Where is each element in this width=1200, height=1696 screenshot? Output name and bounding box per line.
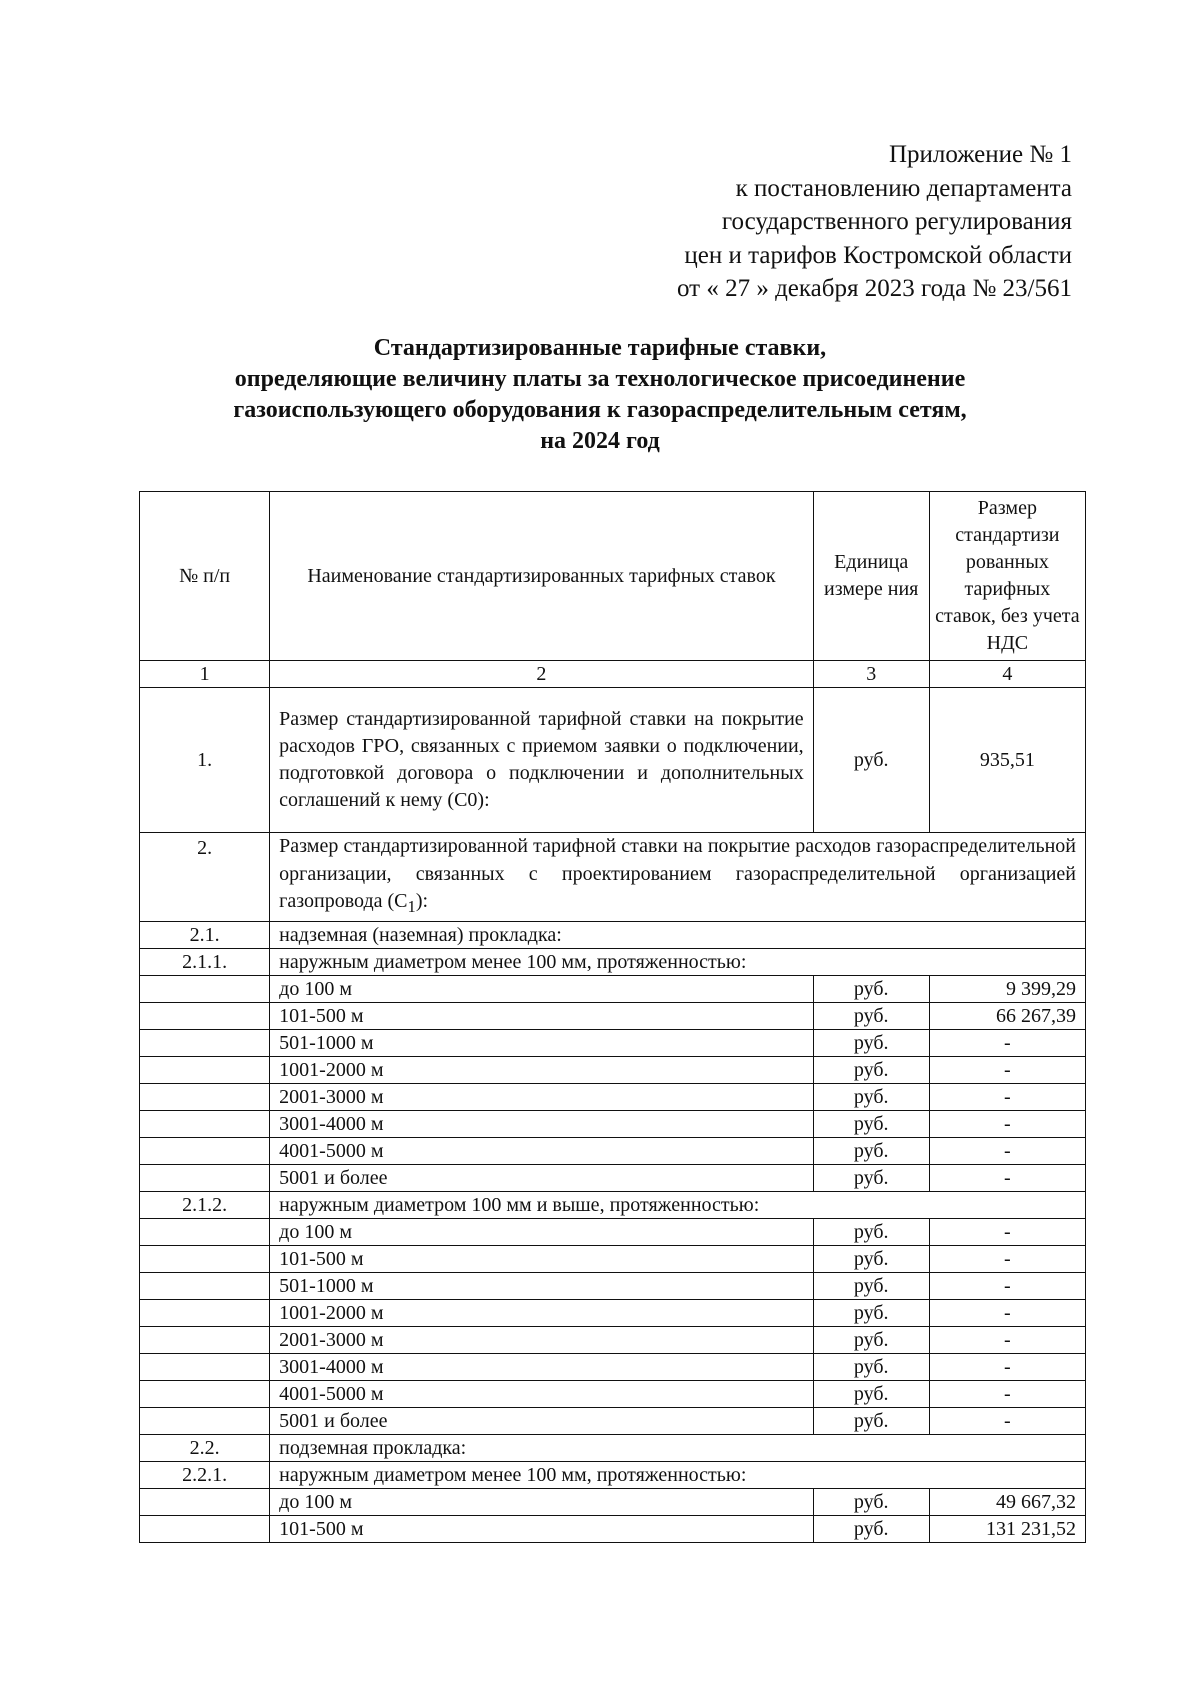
row-name: наружным диаметром менее 100 мм, протяженностью: bbox=[270, 948, 1086, 975]
row-number: 2.2.1. bbox=[140, 1461, 270, 1488]
row-unit: руб. bbox=[813, 1218, 929, 1245]
row-number: 1. bbox=[140, 688, 270, 833]
table-row bbox=[140, 1326, 1086, 1353]
table-row bbox=[140, 1083, 1086, 1110]
row-value: - bbox=[929, 1056, 1085, 1083]
row-value: 935,51 bbox=[929, 688, 1085, 833]
row-unit: руб. bbox=[813, 1407, 929, 1434]
row-number bbox=[140, 1299, 270, 1326]
row-range: до 100 м bbox=[270, 975, 814, 1002]
row-number bbox=[140, 1002, 270, 1029]
table-row bbox=[140, 1407, 1086, 1434]
row-value: 66 267,39 bbox=[929, 1002, 1085, 1029]
table-row bbox=[140, 1299, 1086, 1326]
section-row bbox=[140, 1191, 1086, 1218]
header-number: № п/п bbox=[140, 492, 270, 661]
header-name: Наименование стандартизированных тарифных ставок bbox=[270, 492, 814, 661]
row-number: 2.1.2. bbox=[140, 1191, 270, 1218]
row-name: наружным диаметром менее 100 мм, протяженностью: bbox=[270, 1461, 1086, 1488]
row-number bbox=[140, 1272, 270, 1299]
row-value: - bbox=[929, 1353, 1085, 1380]
column-number: 2 bbox=[270, 661, 814, 688]
table-row bbox=[140, 688, 1086, 833]
row-range: 2001-3000 м bbox=[270, 1326, 814, 1353]
row-unit: руб. bbox=[813, 1056, 929, 1083]
column-number: 4 bbox=[929, 661, 1085, 688]
row-range: 5001 и более bbox=[270, 1407, 814, 1434]
row-number bbox=[140, 1137, 270, 1164]
appendix-line: от « 27 » декабря 2023 года № 23/561 bbox=[676, 275, 1072, 302]
table-header-row bbox=[140, 492, 1086, 661]
title-line: Стандартизированные тарифные ставки, bbox=[373, 335, 827, 361]
row-range: до 100 м bbox=[270, 1488, 814, 1515]
row-value: - bbox=[929, 1299, 1085, 1326]
row-value: - bbox=[929, 1245, 1085, 1272]
table-row bbox=[140, 975, 1086, 1002]
row-number bbox=[140, 1380, 270, 1407]
row-unit: руб. bbox=[813, 1137, 929, 1164]
row-unit: руб. bbox=[813, 1380, 929, 1407]
row-value: - bbox=[929, 1326, 1085, 1353]
row-range: 1001-2000 м bbox=[270, 1299, 814, 1326]
row-range: 4001-5000 м bbox=[270, 1137, 814, 1164]
row-unit: руб. bbox=[813, 1083, 929, 1110]
row-range: 101-500 м bbox=[270, 1002, 814, 1029]
row-number bbox=[140, 1029, 270, 1056]
row-unit: руб. bbox=[813, 1164, 929, 1191]
row-range: до 100 м bbox=[270, 1218, 814, 1245]
row-range: 4001-5000 м bbox=[270, 1380, 814, 1407]
table-row bbox=[140, 1488, 1086, 1515]
row-value: - bbox=[929, 1407, 1085, 1434]
table-row bbox=[140, 1002, 1086, 1029]
row-name-subscript: 1 bbox=[407, 897, 416, 916]
row-value: - bbox=[929, 1164, 1085, 1191]
row-value: - bbox=[929, 1137, 1085, 1164]
row-range: 101-500 м bbox=[270, 1515, 814, 1542]
row-number: 2. bbox=[140, 833, 270, 922]
row-value: - bbox=[929, 1218, 1085, 1245]
row-range: 5001 и более bbox=[270, 1164, 814, 1191]
appendix-block bbox=[677, 138, 1072, 306]
row-range: 3001-4000 м bbox=[270, 1110, 814, 1137]
section-row bbox=[140, 1434, 1086, 1461]
table-row bbox=[140, 1137, 1086, 1164]
row-unit: руб. bbox=[813, 1029, 929, 1056]
row-number bbox=[140, 1353, 270, 1380]
section-row bbox=[140, 921, 1086, 948]
table-row bbox=[140, 1029, 1086, 1056]
row-name bbox=[270, 833, 1086, 922]
row-number: 2.1. bbox=[140, 921, 270, 948]
row-unit: руб. bbox=[813, 1110, 929, 1137]
table-row bbox=[140, 1380, 1086, 1407]
row-number bbox=[140, 1056, 270, 1083]
row-range: 2001-3000 м bbox=[270, 1083, 814, 1110]
row-value: - bbox=[929, 1272, 1085, 1299]
row-name-end: ): bbox=[415, 890, 429, 912]
table-row bbox=[140, 1218, 1086, 1245]
document-title bbox=[0, 333, 1200, 457]
row-value: 131 231,52 bbox=[929, 1515, 1085, 1542]
table-row bbox=[140, 1056, 1086, 1083]
row-unit: руб. bbox=[813, 1245, 929, 1272]
table-row bbox=[140, 1353, 1086, 1380]
row-number: 2.2. bbox=[140, 1434, 270, 1461]
section-row bbox=[140, 948, 1086, 975]
column-number: 1 bbox=[140, 661, 270, 688]
row-name: подземная прокладка: bbox=[270, 1434, 1086, 1461]
column-number: 3 bbox=[813, 661, 929, 688]
row-number bbox=[140, 1164, 270, 1191]
row-number bbox=[140, 1515, 270, 1542]
title-line: газоиспользующего оборудования к газораспределительным сетям, bbox=[233, 397, 967, 423]
row-range: 501-1000 м bbox=[270, 1272, 814, 1299]
row-range: 1001-2000 м bbox=[270, 1056, 814, 1083]
row-name-text: Размер стандартизированной тарифной ставки на покрытие расходов газораспределительной организации, связанных с проектированием газораспределительной организацией газопровода (С bbox=[279, 835, 1076, 912]
table-row bbox=[140, 1110, 1086, 1137]
row-name: надземная (наземная) прокладка: bbox=[270, 921, 1086, 948]
row-name: наружным диаметром 100 мм и выше, протяженностью: bbox=[270, 1191, 1086, 1218]
header-unit: Единица измере ния bbox=[813, 492, 929, 661]
table-row bbox=[140, 1245, 1086, 1272]
row-number bbox=[140, 1218, 270, 1245]
row-name: Размер стандартизированной тарифной ставки на покрытие расходов ГРО, связанных с приемом заявки о подключении, подготовкой договора о подключении и дополнительных соглашений к нему (С0): bbox=[270, 688, 814, 833]
row-unit: руб. bbox=[813, 1272, 929, 1299]
table-row bbox=[140, 1272, 1086, 1299]
row-range: 101-500 м bbox=[270, 1245, 814, 1272]
row-unit: руб. bbox=[813, 975, 929, 1002]
appendix-line: к постановлению департамента bbox=[735, 174, 1072, 202]
row-number bbox=[140, 1083, 270, 1110]
row-value: - bbox=[929, 1110, 1085, 1137]
column-number-row bbox=[140, 661, 1086, 688]
row-value: 49 667,32 bbox=[929, 1488, 1085, 1515]
row-number bbox=[140, 1488, 270, 1515]
title-line: на 2024 год bbox=[540, 428, 660, 454]
appendix-line: Приложение № 1 bbox=[888, 141, 1072, 168]
row-value: - bbox=[929, 1380, 1085, 1407]
row-number: 2.1.1. bbox=[140, 948, 270, 975]
row-range: 501-1000 м bbox=[270, 1029, 814, 1056]
row-unit: руб. bbox=[813, 688, 929, 833]
row-value: 9 399,29 bbox=[929, 975, 1085, 1002]
appendix-line: государственного регулирования bbox=[721, 208, 1072, 235]
tariff-table bbox=[139, 491, 1086, 1543]
row-number bbox=[140, 1326, 270, 1353]
section-row bbox=[140, 1461, 1086, 1488]
row-unit: руб. bbox=[813, 1515, 929, 1542]
table-row bbox=[140, 1515, 1086, 1542]
row-number bbox=[140, 1110, 270, 1137]
row-unit: руб. bbox=[813, 1488, 929, 1515]
row-unit: руб. bbox=[813, 1002, 929, 1029]
row-number bbox=[140, 1407, 270, 1434]
row-value: - bbox=[929, 1029, 1085, 1056]
header-value: Размер стандартизи рованных тарифных ставок, без учета НДС bbox=[929, 492, 1085, 661]
row-number bbox=[140, 975, 270, 1002]
title-line: определяющие величину платы за технологическое присоединение bbox=[234, 366, 966, 392]
row-value: - bbox=[929, 1083, 1085, 1110]
table-row bbox=[140, 833, 1086, 922]
row-number bbox=[140, 1245, 270, 1272]
row-range: 3001-4000 м bbox=[270, 1353, 814, 1380]
appendix-line: цен и тарифов Костромской области bbox=[684, 241, 1072, 269]
row-unit: руб. bbox=[813, 1326, 929, 1353]
table-row bbox=[140, 1164, 1086, 1191]
row-unit: руб. bbox=[813, 1299, 929, 1326]
row-unit: руб. bbox=[813, 1353, 929, 1380]
